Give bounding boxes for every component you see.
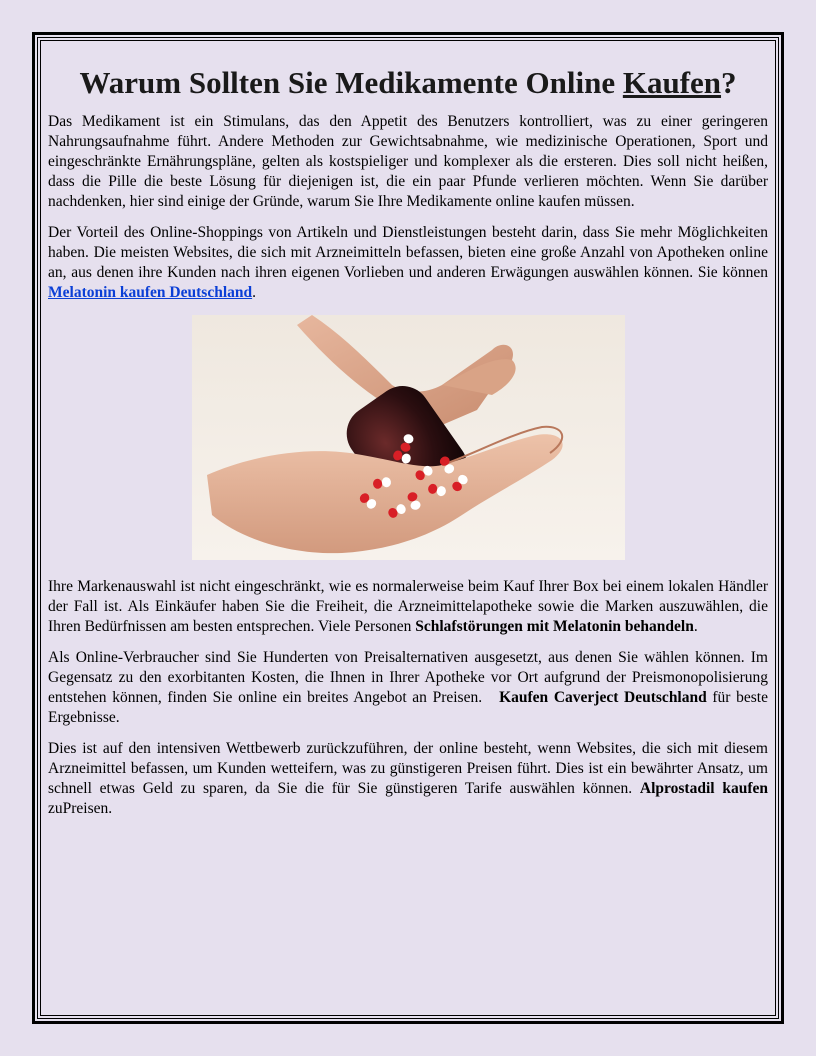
pills-hand-image: [192, 315, 625, 560]
paragraph-online-shopping: Der Vorteil des Online-Shoppings von Artikeln und Dienstleistungen besteht darin, dass Sie mehr Möglichkeiten haben. Die meisten Websites, die sich mit Arzneimitteln befassen, bieten eine große Anzahl von Apotheken online an, aus denen ihre Kunden nach ihren eigenen Vorlieben und anderen Erwägungen auswählen können. Sie können Melatonin kaufen Deutschland.: [48, 224, 768, 301]
bold-phrase-alprostadil: Alprostadil kaufen: [639, 780, 768, 797]
bold-phrase-caverject: Kaufen Caverject Deutschland: [499, 689, 707, 706]
paragraph-prices: Als Online-Verbraucher sind Sie Hunderten von Preisalternativen ausgesetzt, aus denen Sie wählen können. Im Gegensatz zu den exorbitanten Kosten, die Ihnen in Ihrer Apotheke vor Ort aufgrund der Preismonopolisierung entstehen können, finden Sie online ein breites Angebot an Preisen. Kaufen Caverject Deutschland für beste Ergebnisse.: [48, 649, 772, 726]
page-title: Warum Sollten Sie Medikamente Online Kaufen?: [79, 65, 737, 100]
bold-phrase-sleep: Schlafstörungen mit Melatonin behandeln: [415, 618, 694, 635]
document-body: [48, 64, 772, 830]
paragraph-intro: Das Medikament ist ein Stimulans, das den Appetit des Benutzers kontrolliert, was zu einer geringeren Nahrungsaufnahme führt. Andere Methoden zur Gewichtsabnahme, wie medizinische Operationen, Sport und eingeschränkte Ernährungspläne, gelten als kostspieliger und komplexer als die ersteren. Dies soll nicht heißen, dass die Pille die beste Lösung für diejenigen ist, die ein paar Pfunde verlieren möchten. Wenn Sie darüber nachdenken, hier sind einige der Gründe, warum Sie Ihre Medikamente online kaufen müssen.: [48, 113, 768, 210]
melatonin-link[interactable]: Melatonin kaufen Deutschland: [48, 284, 253, 301]
paragraph-brand-choice: Ihre Markenauswahl ist nicht eingeschränkt, wie es normalerweise beim Kauf Ihrer Box bei einem lokalen Händler der Fall ist. Als Einkäufer haben Sie die Freiheit, die Arzneimittelapotheke sowie die Marken auszuwählen, die Ihren Bedürfnissen am besten entsprechen. Viele Personen Schlafstörungen mit Melatonin behandeln.: [48, 578, 768, 635]
paragraph-competition: Dies ist auf den intensiven Wettbewerb zurückzuführen, der online besteht, wenn Websites, die sich mit diesem Arzneimittel befassen, um Kunden wetteifern, was zu günstigeren Preisen führt. Dies ist ein bewährter Ansatz, um schnell etwas Geld zu sparen, da Sie die für Sie günstigeren Tarife auswählen können. Alprostadil kaufen zuPreisen.: [48, 740, 768, 817]
